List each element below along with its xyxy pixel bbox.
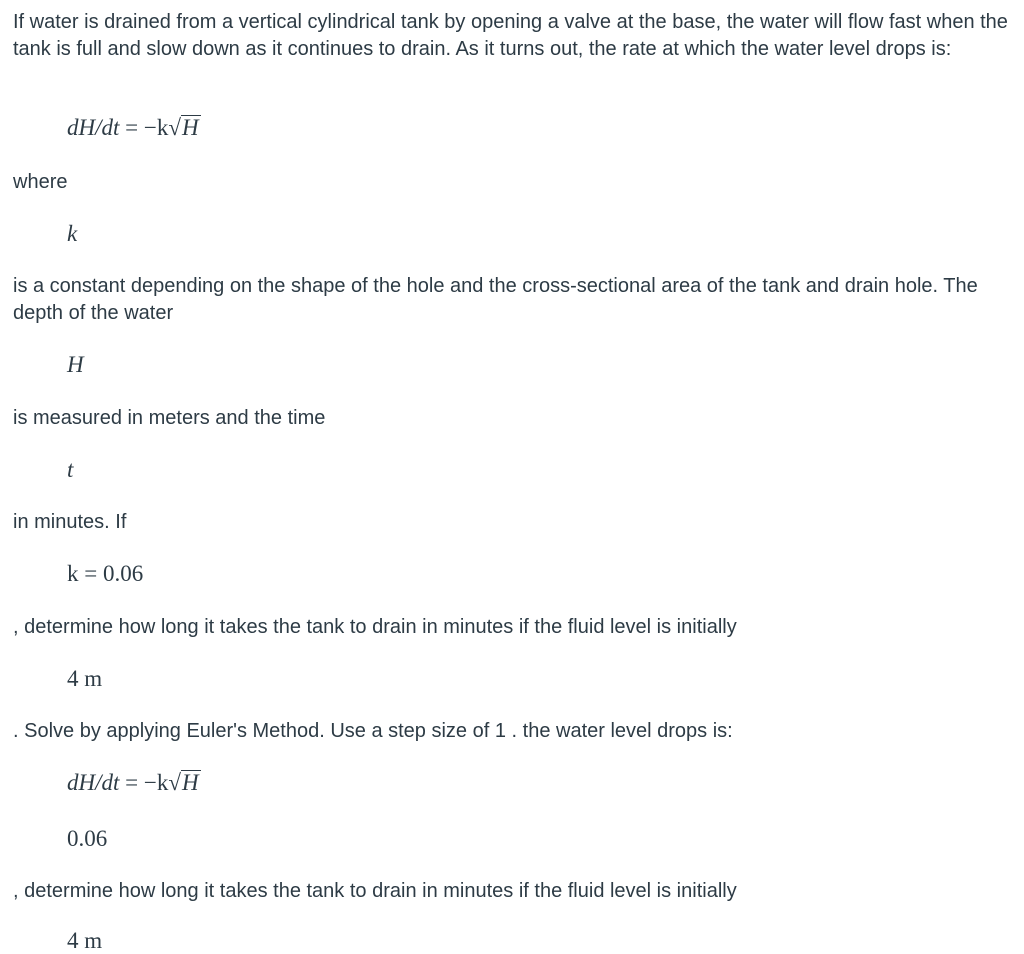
question-text: , determine how long it takes the tank to drain in minutes if the fluid level is initially: [13, 616, 737, 638]
radical-sign: √: [168, 115, 181, 140]
initial-level: 4 m: [67, 666, 103, 691]
k-value-text: k = 0.06: [67, 561, 144, 586]
equation-rate-repeat: [67, 770, 201, 796]
variable-H: H: [67, 352, 84, 377]
equation-rhs: = −k: [119, 115, 169, 140]
sqrt-expression: [168, 115, 200, 141]
equation-lhs: dH/dt: [67, 115, 120, 140]
equation2-lhs: dH/dt: [67, 770, 120, 795]
equation-rate: [67, 115, 201, 141]
intro-paragraph: If water is drained from a vertical cylindrical tank by opening a valve at the base, the water will flow fast when the tank is full and slow down as it continues to drain. As it turns out, the rate at which the water level drops is:: [13, 11, 1008, 60]
depth-units-text: is measured in meters and the time: [13, 407, 326, 429]
equation2-rhs: = −k: [119, 770, 169, 795]
where-text: where: [13, 171, 68, 193]
initial-level-repeat: 4 m: [67, 928, 103, 953]
question-text-repeat: , determine how long it takes the tank to drain in minutes if the fluid level is initially: [13, 880, 737, 902]
k-value: [67, 561, 143, 587]
variable-k: k: [67, 221, 78, 246]
time-units-text: in minutes. If: [13, 511, 127, 533]
value-repeat: 0.06: [67, 826, 108, 851]
sqrt-expression-2: [168, 770, 200, 796]
euler-instruction: . Solve by applying Euler's Method. Use a step size of 1 . the water level drops is:: [13, 720, 733, 742]
radicand-2: H: [181, 770, 199, 795]
radical-sign-2: √: [168, 770, 181, 795]
radicand: H: [181, 115, 199, 140]
constant-description: is a constant depending on the shape of the hole and the cross-sectional area of the tank and drain hole. The depth of the water: [13, 275, 978, 324]
variable-t: t: [67, 457, 74, 482]
